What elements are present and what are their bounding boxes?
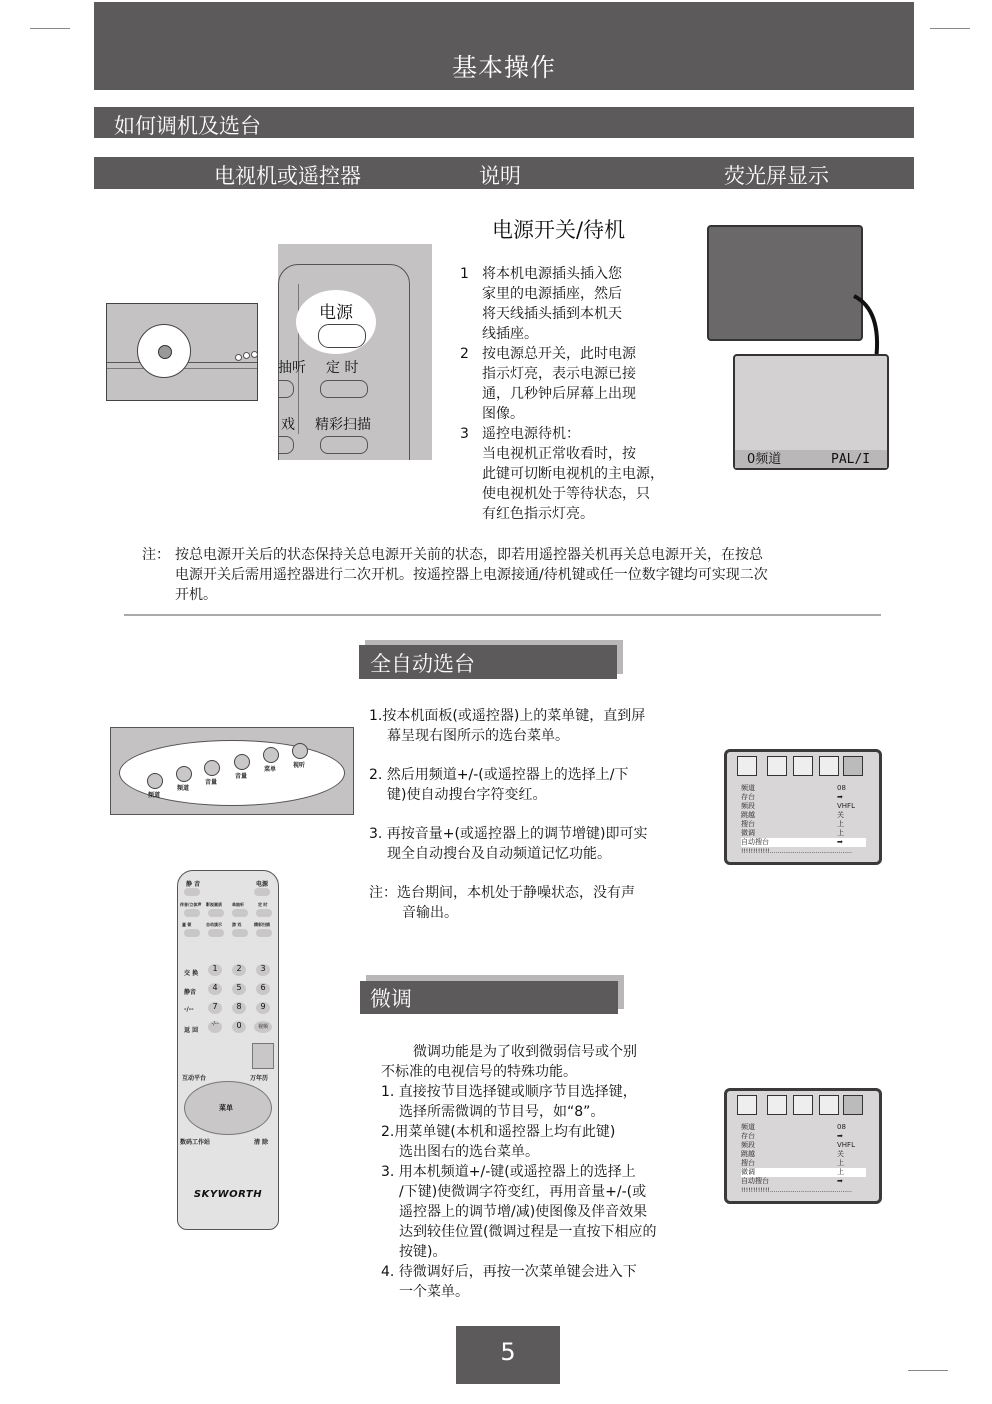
power-button[interactable] bbox=[318, 324, 366, 348]
note-line: 注：选台期间，本机处于静噪状态，没有声 bbox=[369, 885, 635, 901]
step-line: 现全自动搜台及自动频道记忆功能。 bbox=[387, 846, 611, 862]
remote-button[interactable] bbox=[232, 909, 248, 917]
menu-row[interactable]: 频段 VHFL bbox=[741, 802, 855, 810]
step-line: 通，几秒钟后屏幕上出现 bbox=[482, 386, 636, 402]
remote-button[interactable] bbox=[256, 909, 272, 917]
remote-label: -/-- bbox=[184, 1006, 194, 1013]
function-keys[interactable] bbox=[252, 1043, 274, 1069]
remote-button[interactable] bbox=[256, 929, 272, 937]
mute-label: 静 音 bbox=[186, 881, 201, 888]
intro-line: 微调功能是为了收到微弱信号或个别 bbox=[413, 1044, 637, 1060]
step-line: 家里的电源插座，然后 bbox=[482, 286, 622, 302]
menu-row[interactable]: 微调 上 bbox=[741, 829, 844, 837]
remote-listen-label: 抽听 bbox=[278, 360, 306, 376]
note-line: 按总电源开关后的状态保持关总电源开关前的状态，即若用遥控器关机再关总电源开关，在按总 bbox=[175, 547, 763, 563]
menu-list bbox=[741, 1123, 866, 1195]
remote-label: 静音 bbox=[184, 989, 197, 996]
step-line: 2. 然后用频道+/-(或遥控器上的选择上/下 bbox=[369, 767, 629, 783]
remote-timer-label: 定 时 bbox=[326, 360, 359, 376]
indicator-light-icon bbox=[243, 352, 250, 359]
auto-search-bar bbox=[359, 645, 617, 679]
power-switch-icon bbox=[158, 345, 172, 359]
page-title: 基本操作 bbox=[451, 53, 556, 82]
picture-icon bbox=[737, 756, 757, 776]
panel-label: 音量 bbox=[235, 773, 248, 780]
note-line: 电源开关后需用遥控器进行二次开机。按遥控器上电源接通/待机键或任一位数字键均可实现二次 bbox=[175, 567, 768, 583]
panel-label: 菜单 bbox=[264, 766, 277, 773]
digit-button[interactable]: 8 bbox=[232, 1002, 246, 1014]
remote-label: 影视画质 bbox=[206, 902, 222, 907]
power-step bbox=[460, 344, 700, 424]
menu-row[interactable]: 频道 08 bbox=[741, 784, 846, 792]
step-line: 此键可切断电视机的主电源， bbox=[482, 466, 664, 482]
step-line: 选出图右的选台菜单。 bbox=[399, 1144, 539, 1160]
digit-button[interactable]: 9 bbox=[256, 1002, 270, 1014]
remote-closeup-illustration bbox=[278, 244, 432, 460]
step-line: 一个菜单。 bbox=[399, 1284, 469, 1300]
remote-label: 精彩扫描 bbox=[254, 922, 270, 927]
panel-label: 频道 bbox=[177, 785, 190, 792]
power-steps bbox=[460, 264, 700, 524]
crop-mark bbox=[30, 28, 70, 29]
menu-row-selected[interactable]: 自动搜台 ➡ bbox=[741, 838, 866, 847]
step-line: 1. 直接按节目选择键或顺序节目选择键， bbox=[381, 1084, 637, 1100]
step-line: 指示灯亮，表示电源已接 bbox=[482, 366, 636, 382]
panel-label: 音量 bbox=[205, 779, 218, 786]
intro-line: 不标准的电视信号的特殊功能。 bbox=[381, 1064, 577, 1080]
antenna-icon bbox=[819, 756, 839, 776]
remote-button[interactable] bbox=[184, 909, 200, 917]
remote-label: 数码工作站 bbox=[180, 1139, 211, 1146]
section-title: 如何调机及选台 bbox=[114, 114, 261, 138]
power-button[interactable] bbox=[254, 888, 270, 896]
step-line: 按电源总开关，此时电源 bbox=[482, 346, 636, 362]
remote-label: 童 锁 bbox=[182, 922, 192, 927]
menu-row[interactable]: 搜台 上 bbox=[741, 820, 844, 828]
mute-button[interactable] bbox=[184, 888, 200, 896]
image-icon bbox=[793, 1095, 813, 1115]
remote-label: 互动平台 bbox=[182, 1075, 207, 1082]
crop-mark bbox=[930, 28, 970, 29]
digit-button[interactable]: 0 bbox=[232, 1021, 246, 1033]
step-line: 将天线插头插到本机天 bbox=[482, 306, 622, 322]
step-line: /下键)使微调字符变红，再用音量+/-(或 bbox=[399, 1184, 647, 1200]
channel-readout: 0频道 bbox=[747, 452, 782, 467]
digit-button[interactable]: 1 bbox=[208, 964, 222, 976]
step-line: 有红色指示灯亮。 bbox=[482, 506, 594, 522]
remote-scan-label: 精彩扫描 bbox=[315, 417, 371, 433]
remote-button[interactable] bbox=[208, 929, 224, 937]
note-line: 音输出。 bbox=[402, 905, 458, 921]
step-line: 使电视机处于等待状态，只 bbox=[482, 486, 650, 502]
menu-row[interactable]: 跳越 关 bbox=[741, 811, 844, 819]
remote-button[interactable] bbox=[232, 929, 248, 937]
note-line: 开机。 bbox=[175, 587, 217, 603]
page-number: 5 bbox=[500, 1338, 516, 1366]
menu-button[interactable] bbox=[263, 747, 279, 763]
scan-button[interactable] bbox=[320, 436, 368, 454]
front-panel-illustration bbox=[110, 727, 354, 815]
clock-icon bbox=[767, 756, 787, 776]
fine-tune-menu-screen bbox=[724, 1088, 882, 1204]
section-bar bbox=[94, 107, 914, 138]
remote-label: 交 换 bbox=[184, 970, 199, 977]
header-bar bbox=[94, 2, 914, 90]
step-line: 2.用菜单键(本机和遥控器上均有此键) bbox=[381, 1124, 616, 1140]
menu-row[interactable]: 频道 08 bbox=[741, 1123, 846, 1131]
digit-button[interactable]: 5 bbox=[232, 983, 246, 995]
step-line: 当电视机正常收看时，按 bbox=[482, 446, 636, 462]
step-line: 幕呈现右图所示的选台菜单。 bbox=[387, 728, 569, 744]
remote-label: 游 戏 bbox=[232, 922, 242, 927]
panel-label: 视听 bbox=[293, 762, 306, 769]
indicator-light-icon bbox=[235, 354, 242, 361]
remote-button[interactable] bbox=[184, 929, 200, 937]
tuning-menu-screen bbox=[724, 749, 882, 865]
digit-button[interactable]: 4 bbox=[208, 983, 222, 995]
tv-panel-illustration bbox=[106, 303, 258, 401]
remote-label: 清 除 bbox=[254, 1139, 269, 1146]
volume-up-button[interactable] bbox=[234, 754, 250, 770]
digit-button[interactable]: -/-- bbox=[208, 1021, 222, 1033]
channel-up-button[interactable] bbox=[176, 766, 192, 782]
column-header-bar bbox=[94, 157, 914, 189]
power-step bbox=[460, 264, 700, 344]
step-line: 达到较佳位置(微调过程是一直按下相应的 bbox=[399, 1224, 657, 1240]
auto-search-title: 全自动选台 bbox=[370, 652, 475, 676]
step-line: 遥控电源待机： bbox=[482, 426, 580, 442]
image-icon bbox=[793, 756, 813, 776]
crop-mark bbox=[908, 1370, 948, 1371]
step-line: 遥控器上的调节增/减)使图像及伴音效果 bbox=[399, 1204, 648, 1220]
video-button[interactable]: 视频 bbox=[254, 1021, 272, 1033]
divider bbox=[124, 614, 881, 616]
remote-power-label: 电源 bbox=[319, 303, 353, 323]
step-line: 1.按本机面板(或遥控器)上的菜单键，直到屏 bbox=[369, 708, 646, 724]
fine-tune-text bbox=[381, 1042, 721, 1302]
step-line: 按键)。 bbox=[399, 1244, 447, 1260]
step-number: 2 bbox=[460, 346, 469, 362]
menu-label: 菜单 bbox=[219, 1104, 233, 1112]
power-step bbox=[460, 424, 700, 524]
digit-button[interactable]: 3 bbox=[256, 964, 270, 976]
screen-on-illustration bbox=[733, 354, 889, 470]
indicator-light-icon bbox=[251, 351, 258, 358]
menu-row-selected[interactable]: 微调 上 bbox=[741, 1168, 866, 1177]
brand-logo: SKYWORTH bbox=[193, 1189, 263, 1200]
progress-bar: !!!!!!!!!!!!........................................... bbox=[741, 848, 852, 855]
timer-button[interactable] bbox=[320, 380, 368, 398]
remote-game-label: 戏 bbox=[281, 417, 295, 433]
picture-icon bbox=[737, 1095, 757, 1115]
power-label: 电源 bbox=[256, 881, 269, 888]
menu-row[interactable]: 跳越 关 bbox=[741, 1150, 844, 1158]
power-note bbox=[142, 545, 902, 605]
system-readout: PAL/I bbox=[831, 452, 871, 467]
digit-button[interactable]: 7 bbox=[208, 1002, 222, 1014]
remote-label: 返 回 bbox=[184, 1027, 199, 1034]
column-header-screen: 荧光屏显示 bbox=[724, 164, 829, 188]
column-header-description: 说明 bbox=[479, 164, 521, 188]
column-header-device: 电视机或遥控器 bbox=[214, 164, 361, 188]
remote-label: 万年历 bbox=[250, 1075, 269, 1082]
power-switch-highlight bbox=[137, 324, 191, 378]
remote-button[interactable] bbox=[208, 909, 224, 917]
step-line: 图像。 bbox=[482, 406, 524, 422]
remote-control-illustration bbox=[177, 870, 279, 1230]
av-button[interactable] bbox=[292, 743, 308, 759]
step-number: 1 bbox=[460, 266, 469, 282]
digit-button[interactable]: 6 bbox=[256, 983, 270, 995]
channel-down-button[interactable] bbox=[147, 773, 163, 789]
power-heading: 电源开关/待机 bbox=[492, 218, 626, 242]
signal-icon bbox=[843, 1095, 863, 1115]
remote-button[interactable] bbox=[278, 380, 294, 398]
step-line: 选择所需微调的节目号，如“8”。 bbox=[399, 1104, 605, 1120]
game-button[interactable] bbox=[278, 436, 294, 454]
page-number-box bbox=[456, 1326, 560, 1384]
step-line: 3. 再按音量+(或遥控器上的调节增键)即可实 bbox=[369, 826, 648, 842]
step-line: 将本机电源插头插入您 bbox=[482, 266, 622, 282]
fine-tune-bar bbox=[360, 981, 618, 1014]
panel-label: 频道 bbox=[148, 792, 161, 799]
step-line: 线插座。 bbox=[482, 326, 538, 342]
remote-label: 单抽听 bbox=[232, 902, 244, 907]
navigation-pad[interactable] bbox=[184, 1081, 272, 1135]
step-number: 3 bbox=[460, 426, 469, 442]
digit-button[interactable]: 2 bbox=[232, 964, 246, 976]
auto-search-steps bbox=[369, 706, 719, 923]
fine-tune-title: 微调 bbox=[370, 987, 412, 1011]
remote-label: 定 时 bbox=[258, 902, 268, 907]
progress-bar: !!!!!!!!!!!!........................................... bbox=[741, 1187, 852, 1194]
menu-list bbox=[741, 784, 866, 856]
antenna-icon bbox=[819, 1095, 839, 1115]
remote-label: 伴音/立体声 bbox=[180, 902, 202, 907]
step-line: 3. 用本机频道+/-键(或遥控器上的选择上 bbox=[381, 1164, 636, 1180]
volume-down-button[interactable] bbox=[204, 760, 220, 776]
note-prefix: 注： bbox=[142, 547, 170, 563]
signal-icon bbox=[843, 756, 863, 776]
power-button-highlight bbox=[296, 290, 376, 354]
menu-row[interactable]: 自动搜台 ➡ bbox=[741, 1177, 843, 1185]
menu-row[interactable]: 存台 ➡ bbox=[741, 1132, 843, 1140]
menu-row[interactable]: 频段 VHFL bbox=[741, 1141, 855, 1149]
clock-icon bbox=[767, 1095, 787, 1115]
step-line: 键)使自动搜台字符变红。 bbox=[387, 787, 547, 803]
menu-row[interactable]: 存台 ➡ bbox=[741, 793, 843, 801]
step-line: 4. 待微调好后，再按一次菜单键会进入下 bbox=[381, 1264, 637, 1280]
menu-row[interactable]: 搜台 上 bbox=[741, 1159, 844, 1167]
remote-label: 自动演示 bbox=[206, 922, 222, 927]
